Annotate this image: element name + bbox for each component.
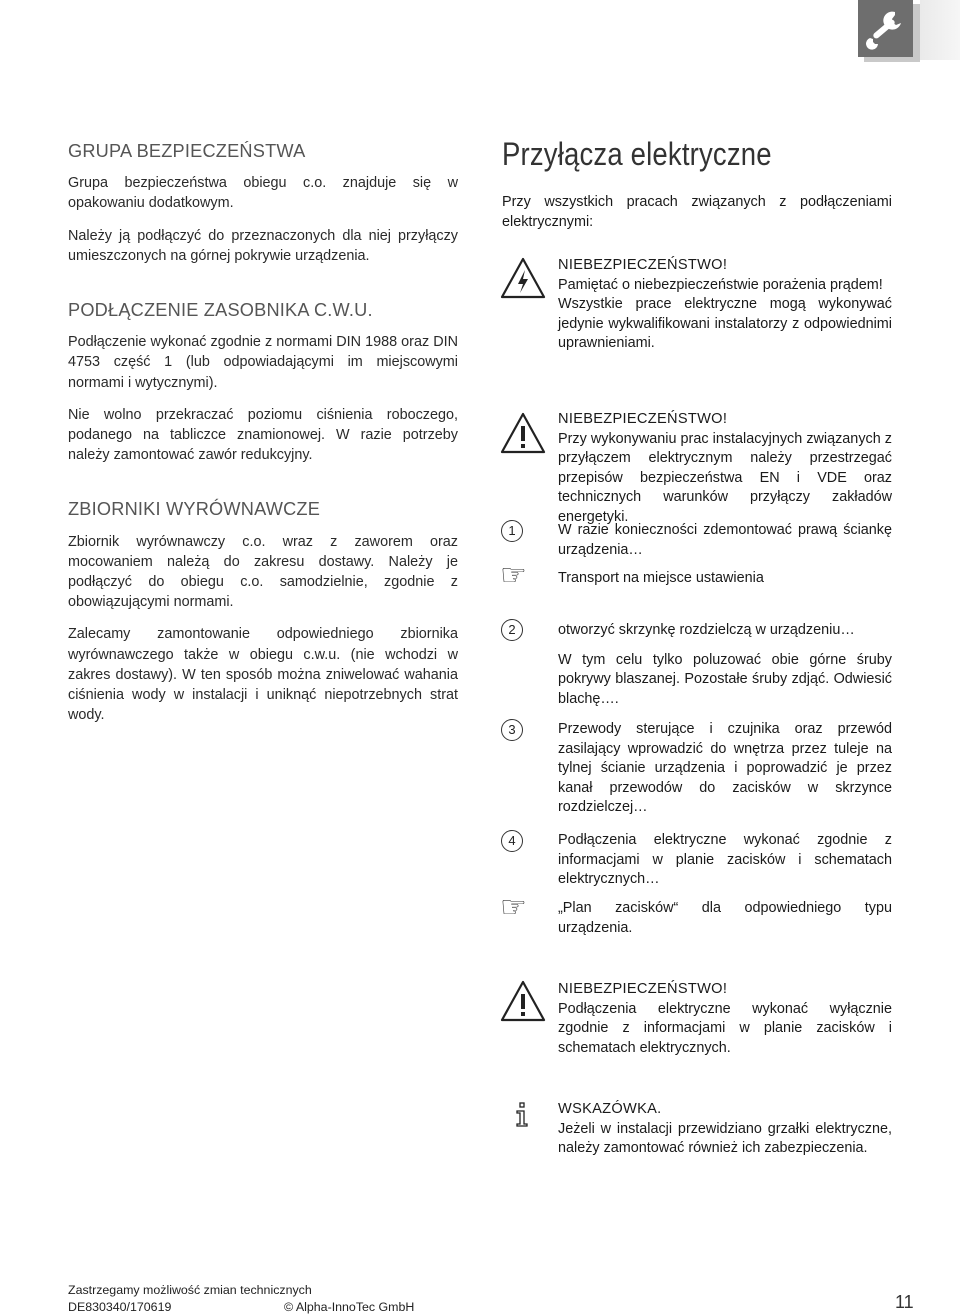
reference-text: Transport na miejsce ustawienia [558, 570, 764, 586]
section-heading-expansion-vessels: ZBIORNIKI WYRÓWNAWCZE [68, 499, 321, 520]
hint-label: WSKAZÓWKA. [558, 1101, 662, 1117]
danger-label: NIEBEZPIECZEŃSTWO! [558, 411, 728, 427]
left-column [68, 141, 458, 725]
step-number-3: 3 [501, 719, 523, 741]
intro-text: Przy wszystkich pracach związanych z podłączeniami elektrycznymi: [502, 194, 892, 231]
paragraph: Zbiornik wyrównawczy c.o. wraz z zaworem oraz mocowaniem należą do zakresu dostawy. Należy je podłączyć do obiegu c.o. samodzielnie, zgodnie z obowiązującymi normami. [68, 533, 458, 611]
danger-text: Podłączenia elektryczne wykonać wyłącznie zgodnie z informacjami w planie zacisków i schematach elektrycznych. [558, 1000, 892, 1056]
danger-label: NIEBEZPIECZEŃSTWO! [558, 257, 728, 273]
danger-note-1 [558, 256, 892, 354]
step-number-2: 2 [501, 619, 523, 641]
footer-copyright: © Alpha-InnoTec GmbH [284, 1300, 415, 1314]
section-heading-dhw-tank: PODŁĄCZENIE ZASOBNIKA C.W.U. [68, 300, 373, 321]
section-heading-safety-group: GRUPA BEZPIECZEŃSTWA [68, 141, 306, 161]
danger-text: Przy wykonywaniu prac instalacyjnych związanych z przyłączem elektrycznym należy przestrzegać przepisów bezpieczeństwa EN i VDE oraz technicznych warunków przyłączy zakładów energetyki. [558, 430, 892, 525]
tab-strip [920, 0, 960, 60]
tools-tab [858, 0, 960, 60]
wrench-icon-box [858, 0, 913, 57]
pointing-hand-icon: ☞ [500, 559, 527, 592]
step-number-4: 4 [501, 830, 523, 852]
danger-text: Wszystkie prace elektryczne mogą wykonywać jedynie wykwalifikowani instalatorzy z odpowiednimi uprawnieniami. [558, 296, 892, 352]
danger-note-2 [558, 410, 892, 528]
step-2-text [558, 621, 892, 709]
paragraph: Podłączenie wykonać zgodnie z normami DIN 1988 oraz DIN 4753 część 1 (lub odpowiadającymi im miejscowymi normami i wytycznymi). [68, 334, 458, 391]
footer-doc-number: DE830340/170619 [68, 1300, 172, 1314]
paragraph: Nie wolno przekraczać poziomu ciśnienia roboczego, podanego na tabliczce znamionowej. W razie potrzeby należy zamontować zawór redukcyjny. [68, 406, 458, 464]
paragraph: Grupa bezpieczeństwa obiegu c.o. znajduje się w opakowaniu dodatkowym. [68, 175, 458, 212]
step-number-1: 1 [501, 520, 523, 542]
danger-note-3 [558, 980, 892, 1058]
danger-text: Pamiętać o niebezpieczeństwie porażenia prądem! [558, 276, 883, 293]
footer-notice: Zastrzegamy możliwość zmian technicznych [68, 1283, 312, 1297]
info-icon [512, 1102, 532, 1128]
lightning-warning-icon [500, 257, 546, 299]
danger-label: NIEBEZPIECZEŃSTWO! [558, 981, 728, 997]
step-text: otworzyć skrzynkę rozdzielczą w urządzeniu… [558, 622, 855, 638]
exclamation-warning-icon [500, 412, 546, 454]
paragraph: Należy ją podłączyć do przeznaczonych dla niej przyłączy umieszczonych na górnej pokrywie urządzenia. [68, 227, 458, 264]
hint-text: Jeżeli w instalacji przewidziano grzałki elektryczne, należy zamontować również ich zabezpieczenia. [558, 1120, 892, 1157]
reference-text: „Plan zacisków“ dla odpowiedniego typu urządzenia. [558, 900, 892, 936]
page-title: Przyłącza elektryczne [502, 136, 772, 172]
step-1-text: W razie konieczności zdemontować prawą ściankę urządzenia… [558, 522, 892, 558]
exclamation-warning-icon [500, 980, 546, 1022]
page-number: 11 [895, 1292, 914, 1312]
wrench-icon [858, 0, 913, 57]
step-4-text: Podłączenia elektryczne wykonać zgodnie z informacjami w planie zacisków i schematach elektrycznych… [558, 832, 892, 888]
step-text: W tym celu tylko poluzować obie górne śruby pokrywy blaszanej. Pozostałe śruby zdjąć. Odwiesić blachę…. [558, 651, 892, 707]
hint-note [558, 1100, 892, 1159]
paragraph: Zalecamy zamontowanie odpowiedniego zbiornika wyrównawczego także w obiegu c.w.u. (nie wchodzi w zakres dostawy). W ten sposób można zniwelować wahania ciśnienia wody w instalacji i uniknąć niepotrzebnych strat wody. [68, 626, 458, 724]
pointing-hand-icon: ☞ [500, 891, 527, 924]
step-3-text: Przewody sterujące i czujnika oraz przewód zasilający wprowadzić do wnętrza przez tuleje na tylnej ścianie urządzenia i poprowadzić je przez kanał przewodów do zacisków w skrzynce rozdzielczej… [558, 721, 892, 816]
